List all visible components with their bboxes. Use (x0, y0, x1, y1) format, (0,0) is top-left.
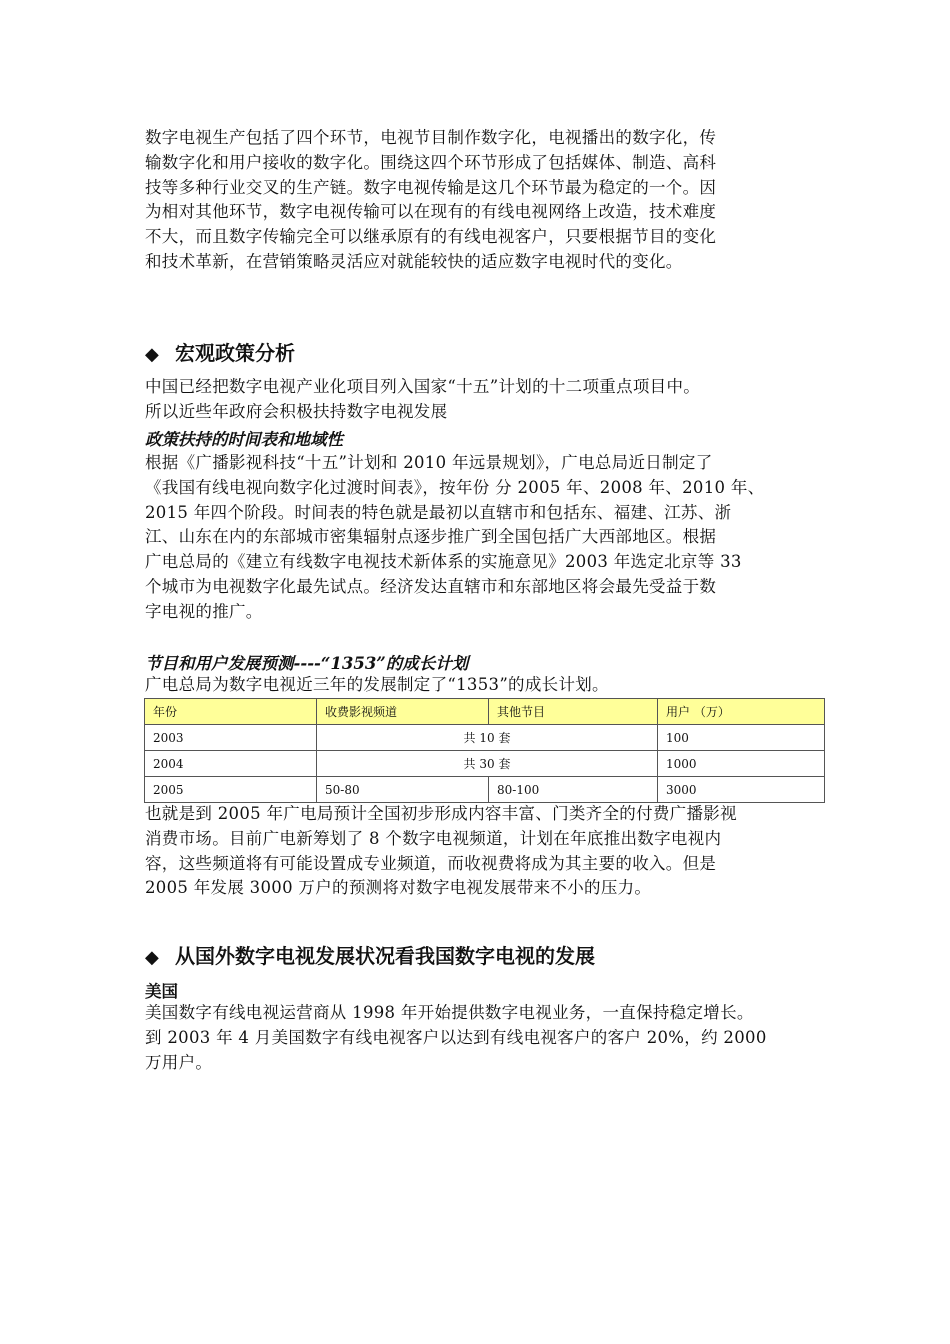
text-line: 所以近些年政府会积极扶持数字电视发展 (145, 401, 448, 421)
usa-paragraph (145, 1001, 767, 1075)
column-header: 用户 （万） (658, 699, 825, 725)
text-line: 和技术革新，在营销策略灵活应对就能较快的适应数字电视时代的变化。 (145, 251, 683, 271)
timetable-paragraph (145, 451, 764, 625)
growth-plan-intro (145, 673, 609, 698)
diamond-bullet-icon: ◆ (145, 947, 159, 968)
section-heading-foreign (145, 940, 595, 969)
column-header: 年份 (145, 699, 317, 725)
table-cell: 2004 (145, 751, 317, 777)
text-line: 2015 年四个阶段。时间表的特色就是最初以直辖市和包括东、福建、江苏、浙 (145, 502, 732, 522)
table-cell: 共 10 套 (317, 725, 658, 751)
subheading-growth-plan: 节目和用户发展预测----“1353”的成长计划 (145, 654, 469, 673)
table-cell: 1000 (658, 751, 825, 777)
column-header: 其他节目 (489, 699, 658, 725)
diamond-bullet-icon: ◆ (145, 344, 159, 365)
text-line: 字电视的推广。 (145, 601, 263, 621)
table-cell: 100 (658, 725, 825, 751)
text-line: 不大，而且数字传输完全可以继承原有的有线电视客户，只要根据节目的变化 (145, 227, 717, 247)
text-line: 广电总局为数字电视近三年的发展制定了“1353”的成长计划。 (145, 675, 609, 694)
text-line: 为相对其他环节，数字电视传输可以在现有的有线电视网络上改造，技术难度 (145, 202, 717, 222)
text-line: 万用户。 (145, 1052, 213, 1072)
text-line: 根据《广播影视科技“十五”计划和 2010 年远景规划》，广电总局近日制定了 (145, 453, 713, 472)
text-line: 中国已经把数字电视产业化项目列入国家“十五”计划的十二项重点项目中。 (145, 377, 701, 396)
subheading-timetable: 政策扶持的时间表和地域性 (145, 430, 343, 449)
text-line: 数字电视生产包括了四个环节，电视节目制作数字化，电视播出的数字化，传 (145, 128, 717, 147)
table-cell: 2005 (145, 777, 317, 803)
text-line: 技等多种行业交叉的生产链。数字电视传输是这几个环节最为稳定的一个。因 (145, 177, 717, 197)
table-cell: 50-80 (317, 777, 489, 803)
text-line: 个城市为电视数字化最先试点。经济发达直辖市和东部地区将会最先受益于数 (145, 576, 717, 596)
text-line: 江、山东在内的东部城市密集辐射点逐步推广到全国包括广大西部地区。根据 (145, 527, 717, 547)
table-row (145, 751, 825, 777)
table-cell: 80-100 (489, 777, 658, 803)
text-line: 2005 年发展 3000 万户的预测将对数字电视发展带来不小的压力。 (145, 878, 652, 898)
forecast-paragraph (145, 802, 737, 901)
table-cell: 共 30 套 (317, 751, 658, 777)
text-line: 美国数字有线电视运营商从 1998 年开始提供数字电视业务，一直保持稳定增长。 (145, 1003, 754, 1022)
subheading-usa: 美国 (145, 982, 178, 1001)
text-line: 《我国有线电视向数字化过渡时间表》，按年份 分 2005 年、2008 年、2010 年、 (145, 477, 765, 497)
table-cell: 2003 (145, 725, 317, 751)
text-line: 广电总局的《建立有线数字电视技术新体系的实施意见》2003 年选定北京等 33 (145, 552, 742, 572)
policy-paragraph (145, 375, 700, 425)
intro-paragraph (145, 126, 716, 275)
table-cell: 3000 (658, 777, 825, 803)
column-header: 收费影视频道 (317, 699, 489, 725)
section-heading-policy (145, 337, 295, 366)
section-title: 从国外数字电视发展状况看我国数字电视的发展 (175, 944, 595, 968)
text-line: 也就是到 2005 年广电局预计全国初步形成内容丰富、门类齐全的付费广播影视 (145, 804, 737, 823)
text-line: 到 2003 年 4 月美国数字有线电视客户以达到有线电视客户的客户 20%，约 2000 (145, 1027, 767, 1047)
text-line: 消费市场。目前广电新筹划了 8 个数字电视频道，计划在年底推出数字电视内 (145, 828, 722, 848)
growth-plan-table (144, 698, 825, 803)
text-line: 容，这些频道将有可能设置成专业频道，而收视费将成为其主要的收入。但是 (145, 853, 717, 873)
table-row (145, 777, 825, 803)
table-header-row (145, 699, 825, 725)
table-row (145, 725, 825, 751)
section-title: 宏观政策分析 (175, 341, 295, 365)
text-line: 输数字化和用户接收的数字化。围绕这四个环节形成了包括媒体、制造、高科 (145, 152, 717, 172)
